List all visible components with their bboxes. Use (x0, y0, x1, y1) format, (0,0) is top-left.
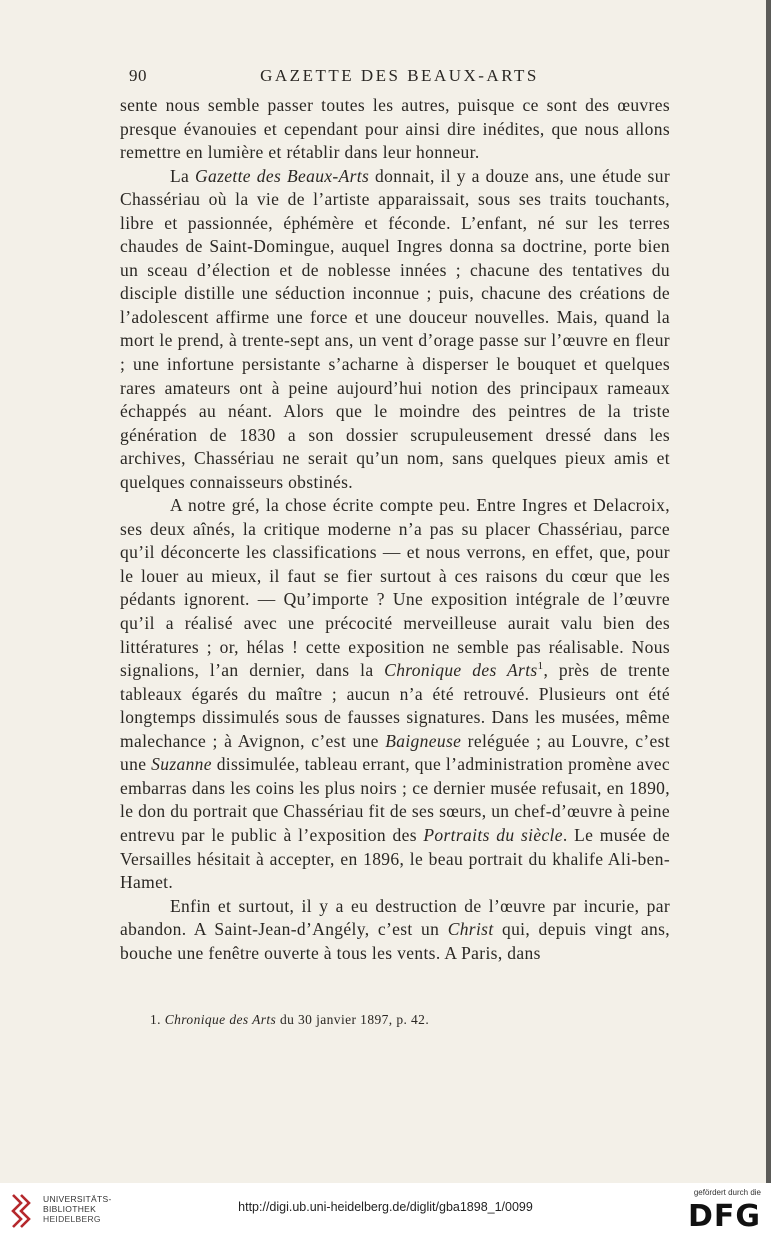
running-title: GAZETTE DES BEAUX-ARTS (260, 66, 539, 85)
paragraph-2: La Gazette des Beaux-Arts donnait, il y a douze ans, une étude sur Chassériau où la vie de l’artiste apparaissait, sous ses traits touchants, libre et passionnée, éphémère et féconde. L’enfant, né sur les terres chaudes de Saint-Domingue, auquel Ingres donna sa doctrine, porte bien un sceau d’élection et de noblesse innées ; chacune des tentatives du disciple distille une séduction inconnue ; puis, chacune des créations de l’adolescent affirme une force et une douceur nouvelles. Mais, quand la mort le prend, à trente-sept ans, un vent d’orage passe sur l’œuvre en fleur ; une infortune persistante s’acharne à disperser le bouquet et quelques rares amateurs ont à peine aujourd’hui notion des principaux rameaux échappés au néant. Alors que le moindre des peintres de la triste génération de 1830 a son dossier scrupuleusement dressé dans les archives, Chassériau ne serait qu’un nom, sans quelques pieux amis et quelques connaisseurs obstinés. (120, 165, 670, 492)
permalink-url[interactable]: http://digi.ub.uni-heidelberg.de/diglit/gba1898_1/0099 (238, 1200, 533, 1214)
dfg-logo: DFG (687, 1199, 761, 1234)
footnote (150, 1012, 670, 1028)
paragraph-1: sente nous semble passer toutes les autres, puisque ce sont des œuvres presque évanouies et cependant pour ainsi dire inédites, que nous allons remettre en lumière et rétablir dans leur honneur. (120, 95, 670, 163)
running-header (129, 66, 670, 90)
viewer-footer (0, 1183, 771, 1239)
body-text (120, 94, 670, 965)
italic-title: Baigneuse (385, 730, 462, 751)
italic-title: Portraits du siècle (423, 824, 563, 845)
funded-by-label: gefördert durch die (693, 1188, 761, 1197)
paragraph-3: A notre gré, la chose écrite compte peu. Entre Ingres et Delacroix, ses deux aînés, la critique moderne n’a pas su placer Chassériau, parce qu’il déconcerte les classifications — et nous verrons, en effet, que, pour le louer au mieux, il faut se fier surtout à ces raisons du cœur que les pédants ignorent. — Qu’importe ? Une exposition intégrale de l’œuvre qu’il a réalisé avec une précocité merveilleuse aurait valu bien des littératures ; or, hélas ! cette exposition ne semble pas réalisable. Nous signalions, l’an dernier, dans la Chronique des Arts$^1$, près de trente tableaux égarés du maître ; aucun n’a été retrouvé. Plusieurs ont été longtemps dissimulés sous de fausses signatures. Dans les musées, même malechance ; à Avignon, c’est une Baigneuse reléguée ; au Louvre, c’est une Suzanne dissimulée, tableau errant, que l’administration promène avec embarras dans les coins les plus noirs ; ce dernier musée refusait, en 1890, le don du portrait que Chassériau fit de ses sœurs, un chef-d’œuvre à peine entrevu par le public à l’exposition des Portraits du siècle. Le musée de Versailles hésitait à accepter, en 1896, le beau portrait du khalife Ali-ben-Hamet. (120, 495, 671, 893)
footnote-marker: 1. (150, 1012, 161, 1027)
page-number: 90 (129, 66, 147, 85)
paragraph-4: Enfin et surtout, il y a eu destruction de l’œuvre par incurie, par abandon. A Saint-Jean-d’Angély, c’est un Christ qui, depuis vingt ans, bouche une fenêtre ouverte à tous les vents. A Paris, dans (120, 895, 671, 963)
italic-title: Suzanne (151, 754, 212, 775)
italic-title: Chronique des Arts (384, 660, 538, 681)
library-name: UNIVERSITÄTS- BIBLIOTHEK HEIDELBERG (43, 1194, 112, 1224)
italic-title: Christ (447, 919, 494, 940)
footnote-text: du 30 janvier 1897, p. 42. (276, 1012, 430, 1027)
italic-title: Gazette des Beaux-Arts (195, 165, 370, 186)
footnote-source: Chronique des Arts (164, 1012, 277, 1027)
footnote-reference[interactable]: 1 (537, 660, 544, 673)
